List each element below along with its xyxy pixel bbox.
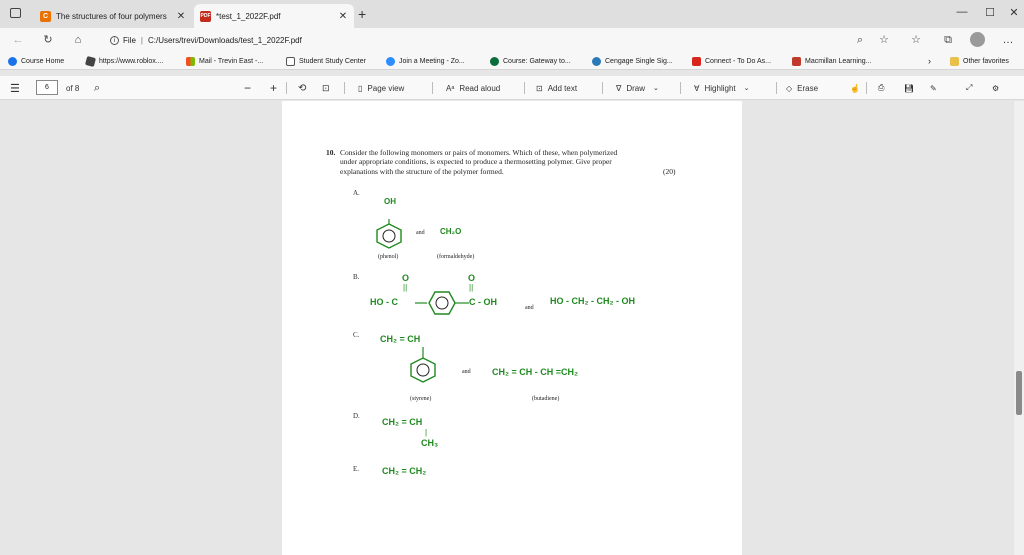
zoom-in-icon[interactable]: +: [270, 81, 278, 95]
new-tab-button[interactable]: +: [358, 6, 367, 22]
and-label: and: [462, 369, 471, 375]
chegg-icon: C: [40, 11, 51, 22]
cengage-icon: [592, 57, 601, 66]
zoom-app-icon: [386, 57, 395, 66]
page-view-icon: ▯: [358, 83, 363, 93]
option-c-letter: C.: [353, 331, 360, 339]
carbonyl-oxygen-left: O: [402, 273, 410, 283]
double-bond-right: ||: [469, 283, 474, 292]
question-number: 10.: [326, 148, 336, 157]
zoom-icon[interactable]: ⌕: [856, 34, 864, 46]
more-icon[interactable]: …: [1002, 34, 1014, 46]
chevron-down-icon: ⌄: [653, 85, 659, 92]
question-line-2: under appropriate conditions, is expected to produce a thermosetting polymer. Give proper: [340, 157, 612, 166]
favorite-roblox[interactable]: https://www.roblox....: [86, 55, 164, 67]
tab-title: *test_1_2022F.pdf: [216, 11, 281, 21]
other-favorites[interactable]: Other favorites: [950, 55, 1009, 67]
fit-page-icon[interactable]: ⊡: [322, 82, 330, 93]
tab-title: The structures of four polymers: [56, 11, 167, 21]
favorite-zoom[interactable]: Join a Meeting - Zo...: [386, 55, 465, 67]
methyl-group: CH₃: [421, 438, 439, 448]
tab-actions-icon[interactable]: [10, 8, 21, 18]
favorite-gateway[interactable]: Course: Gateway to...: [490, 55, 571, 67]
zoom-out-icon[interactable]: −: [244, 81, 252, 95]
option-e-letter: E.: [353, 465, 360, 473]
expand-icon[interactable]: ⤢: [966, 83, 973, 92]
terephthalic-right-group: C - OH: [469, 297, 497, 307]
chevron-down-icon: ⌄: [743, 85, 750, 92]
pdf-page: [282, 101, 742, 555]
page-total: of 8: [66, 83, 80, 93]
tab-strip: [0, 0, 1024, 28]
profile-avatar[interactable]: [970, 32, 985, 47]
tab-pdf[interactable]: [194, 4, 354, 28]
favorite-macmillan[interactable]: Macmillan Learning...: [792, 55, 872, 67]
touch-icon[interactable]: ☝: [850, 83, 860, 93]
navigation-bar: [0, 28, 1024, 52]
minimize-button[interactable]: —: [956, 6, 968, 18]
and-label: and: [416, 230, 425, 236]
read-aloud-button[interactable]: Aᵃ Read aloud: [446, 83, 501, 93]
and-label: and: [525, 305, 534, 311]
page-icon: [286, 57, 295, 66]
erase-button[interactable]: ◇ Erase: [786, 83, 819, 93]
favorite-student-study[interactable]: Student Study Center: [286, 55, 366, 67]
rotate-icon[interactable]: ⟲: [298, 82, 307, 94]
refresh-icon[interactable]: ↻: [43, 34, 53, 46]
address-prefix: File: [123, 35, 136, 45]
close-tab-icon[interactable]: ✕: [176, 10, 186, 22]
draw-button[interactable]: ∇ Draw ⌄: [616, 83, 659, 93]
close-window-button[interactable]: ✕: [1009, 7, 1019, 19]
favorite-connect[interactable]: Connect - To Do As...: [692, 55, 771, 67]
highlight-button[interactable]: ∀ Highlight ⌄: [694, 83, 750, 93]
maximize-button[interactable]: ☐: [985, 7, 995, 19]
connect-icon: [692, 57, 701, 66]
macmillan-icon: [792, 57, 801, 66]
benzene-ring-terephthalic: [415, 290, 469, 316]
scrollbar-thumb[interactable]: [1016, 371, 1022, 415]
phenol-caption: (phenol): [378, 254, 399, 260]
table-of-contents-icon[interactable]: ☰: [10, 82, 20, 95]
tab-chegg[interactable]: [34, 4, 192, 28]
close-tab-icon[interactable]: ✕: [338, 10, 348, 22]
course-gateway-icon: [490, 57, 499, 66]
save-icon[interactable]: 💾︎: [904, 83, 915, 93]
formaldehyde-formula: CH₂O: [440, 227, 462, 236]
benzene-ring-styrene: [408, 345, 438, 385]
hydroxyl-label: OH: [384, 197, 396, 206]
formaldehyde-caption: (formaldehyde): [437, 254, 475, 260]
favorites-overflow-chevron-icon[interactable]: ›: [928, 56, 931, 66]
collections-icon[interactable]: ⧉: [944, 34, 952, 46]
option-b-letter: B.: [353, 273, 360, 281]
favorites-icon[interactable]: ☆: [911, 34, 921, 46]
favorite-star-icon[interactable]: ☆: [879, 34, 889, 46]
save-as-icon[interactable]: ✎: [930, 83, 937, 93]
benzene-ring-phenol: [374, 219, 404, 249]
home-icon[interactable]: ⌂: [74, 34, 82, 46]
folder-icon: [950, 57, 959, 66]
highlight-icon: ∀: [694, 83, 700, 93]
pdf-toolbar: [0, 76, 1024, 100]
styrene-caption: (styrene): [410, 396, 432, 402]
pdf-icon: PDF: [200, 11, 211, 22]
favorite-cengage[interactable]: Cengage Single Sig...: [592, 55, 673, 67]
question-line-3: explanations with the structure of the polymer formed.: [340, 167, 504, 176]
info-icon[interactable]: i: [110, 36, 119, 45]
add-text-icon: ⊡: [536, 83, 543, 93]
propylene-formula: CH₂ = CH: [382, 417, 423, 427]
butadiene-formula: CH₂ = CH - CH =CH₂: [492, 367, 579, 377]
option-a-letter: A.: [353, 189, 360, 197]
address-bar[interactable]: i File | C:/Users/trevi/Downloads/test_1_2022F.pdf: [104, 31, 946, 49]
search-icon[interactable]: ⌕: [94, 81, 101, 94]
eraser-icon: ◇: [786, 83, 793, 93]
methyl-bond: |: [425, 428, 428, 437]
favorites-bar: [0, 52, 1024, 70]
address-url: C:/Users/trevi/Downloads/test_1_2022F.pdf: [147, 35, 302, 45]
settings-gear-icon[interactable]: ⚙: [992, 83, 1000, 93]
option-d-letter: D.: [353, 412, 360, 420]
question-line-1: Consider the following monomers or pairs of monomers. Which of these, when polymerized: [340, 148, 618, 157]
back-icon[interactable]: ←: [12, 34, 24, 46]
ethylene-glycol-formula: HO - CH₂ - CH₂ - OH: [550, 296, 635, 306]
vertical-scrollbar[interactable]: [1014, 101, 1024, 555]
favorite-course-home[interactable]: Course Home: [8, 55, 64, 67]
page-view-button[interactable]: ▯ Page view: [358, 83, 405, 93]
draw-icon: ∇: [616, 83, 622, 93]
favorite-mail[interactable]: Mail - Trevin East -...: [186, 55, 263, 67]
terephthalic-left-group: HO - C: [370, 297, 398, 307]
roblox-icon: [85, 55, 96, 66]
pdf-viewer[interactable]: [0, 101, 1014, 555]
course-home-icon: [8, 57, 17, 66]
styrene-vinyl-formula: CH₂ = CH: [380, 334, 421, 344]
carbonyl-oxygen-right: O: [468, 273, 476, 283]
butadiene-caption: (butadiene): [532, 396, 560, 402]
ethylene-formula: CH₂ = CH₂: [382, 466, 427, 476]
page-number-input[interactable]: 6: [36, 80, 58, 95]
double-bond-left: ||: [403, 283, 408, 292]
read-aloud-icon: Aᵃ: [446, 83, 455, 93]
question-points: (20): [663, 167, 676, 176]
add-text-button[interactable]: ⊡ Add text: [536, 83, 578, 93]
print-icon[interactable]: ⎙: [878, 83, 885, 92]
microsoft-icon: [186, 57, 195, 66]
